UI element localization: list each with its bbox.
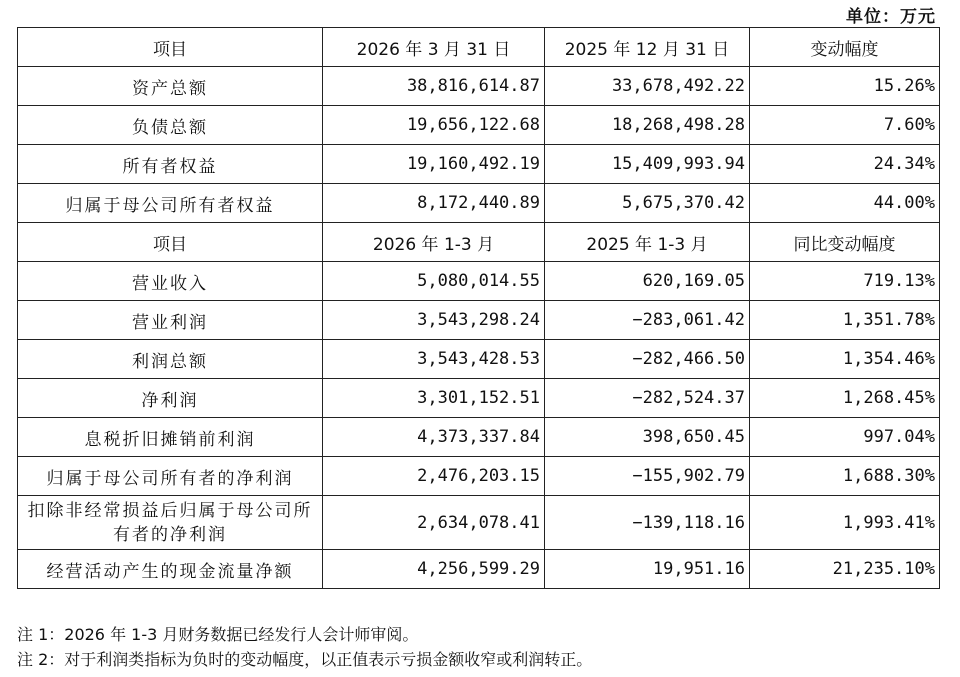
value-current: 4,373,337.84 bbox=[323, 418, 545, 457]
value-change: 24.34% bbox=[750, 145, 940, 184]
table-row bbox=[18, 496, 940, 550]
value-prior: 620,169.05 bbox=[545, 262, 750, 301]
table-row bbox=[18, 340, 940, 379]
header-period-prior: 2025 年 1-3 月 bbox=[545, 223, 750, 262]
table-row bbox=[18, 106, 940, 145]
value-current: 8,172,440.89 bbox=[323, 184, 545, 223]
footnote-1: 注 1：2026 年 1-3 月财务数据已经发行人会计师审阅。 bbox=[17, 625, 419, 644]
financial-table bbox=[17, 27, 940, 589]
value-change: 1,351.78% bbox=[750, 301, 940, 340]
table-row bbox=[18, 457, 940, 496]
value-change: 1,993.41% bbox=[750, 496, 940, 550]
row-label: 营业收入 bbox=[18, 262, 323, 301]
table-row bbox=[18, 184, 940, 223]
value-prior: −139,118.16 bbox=[545, 496, 750, 550]
value-current: 19,160,492.19 bbox=[323, 145, 545, 184]
footnote-2: 注 2：对于利润类指标为负时的变动幅度，以正值表示亏损金额收窄或利润转正。 bbox=[17, 650, 593, 669]
header-date-prior: 2025 年 12 月 31 日 bbox=[545, 28, 750, 67]
value-change: 719.13% bbox=[750, 262, 940, 301]
value-change: 1,268.45% bbox=[750, 379, 940, 418]
value-prior: 33,678,492.22 bbox=[545, 67, 750, 106]
value-change: 7.60% bbox=[750, 106, 940, 145]
value-change: 44.00% bbox=[750, 184, 940, 223]
balance-header-row bbox=[18, 28, 940, 67]
unit-label: 单位：万元 bbox=[846, 7, 936, 27]
header-yoy-change: 同比变动幅度 bbox=[750, 223, 940, 262]
value-prior: 398,650.45 bbox=[545, 418, 750, 457]
value-change: 21,235.10% bbox=[750, 550, 940, 589]
value-prior: 19,951.16 bbox=[545, 550, 750, 589]
value-prior: −282,524.37 bbox=[545, 379, 750, 418]
table-row bbox=[18, 418, 940, 457]
row-label: 营业利润 bbox=[18, 301, 323, 340]
table-row bbox=[18, 145, 940, 184]
row-label: 资产总额 bbox=[18, 67, 323, 106]
value-change: 997.04% bbox=[750, 418, 940, 457]
table-row bbox=[18, 379, 940, 418]
value-current: 2,476,203.15 bbox=[323, 457, 545, 496]
value-prior: 15,409,993.94 bbox=[545, 145, 750, 184]
value-current: 2,634,078.41 bbox=[323, 496, 545, 550]
value-prior: −283,061.42 bbox=[545, 301, 750, 340]
income-header-row bbox=[18, 223, 940, 262]
row-label: 利润总额 bbox=[18, 340, 323, 379]
row-label: 所有者权益 bbox=[18, 145, 323, 184]
value-current: 38,816,614.87 bbox=[323, 67, 545, 106]
value-current: 5,080,014.55 bbox=[323, 262, 545, 301]
value-change: 15.26% bbox=[750, 67, 940, 106]
table-row bbox=[18, 301, 940, 340]
value-prior: 18,268,498.28 bbox=[545, 106, 750, 145]
value-prior: −282,466.50 bbox=[545, 340, 750, 379]
row-label: 扣除非经常损益后归属于母公司所有者的净利润 bbox=[18, 496, 323, 550]
value-prior: 5,675,370.42 bbox=[545, 184, 750, 223]
row-label: 净利润 bbox=[18, 379, 323, 418]
header-date-current: 2026 年 3 月 31 日 bbox=[323, 28, 545, 67]
value-current: 4,256,599.29 bbox=[323, 550, 545, 589]
table-row bbox=[18, 550, 940, 589]
row-label: 息税折旧摊销前利润 bbox=[18, 418, 323, 457]
value-current: 19,656,122.68 bbox=[323, 106, 545, 145]
table-row bbox=[18, 67, 940, 106]
value-current: 3,301,152.51 bbox=[323, 379, 545, 418]
value-current: 3,543,428.53 bbox=[323, 340, 545, 379]
table-row bbox=[18, 262, 940, 301]
row-label: 经营活动产生的现金流量净额 bbox=[18, 550, 323, 589]
footnotes bbox=[17, 622, 592, 672]
row-label: 归属于母公司所有者权益 bbox=[18, 184, 323, 223]
header-period-current: 2026 年 1-3 月 bbox=[323, 223, 545, 262]
value-change: 1,688.30% bbox=[750, 457, 940, 496]
header-item: 项目 bbox=[18, 28, 323, 67]
value-current: 3,543,298.24 bbox=[323, 301, 545, 340]
row-label: 归属于母公司所有者的净利润 bbox=[18, 457, 323, 496]
value-change: 1,354.46% bbox=[750, 340, 940, 379]
header-item: 项目 bbox=[18, 223, 323, 262]
row-label: 负债总额 bbox=[18, 106, 323, 145]
header-change: 变动幅度 bbox=[750, 28, 940, 67]
value-prior: −155,902.79 bbox=[545, 457, 750, 496]
